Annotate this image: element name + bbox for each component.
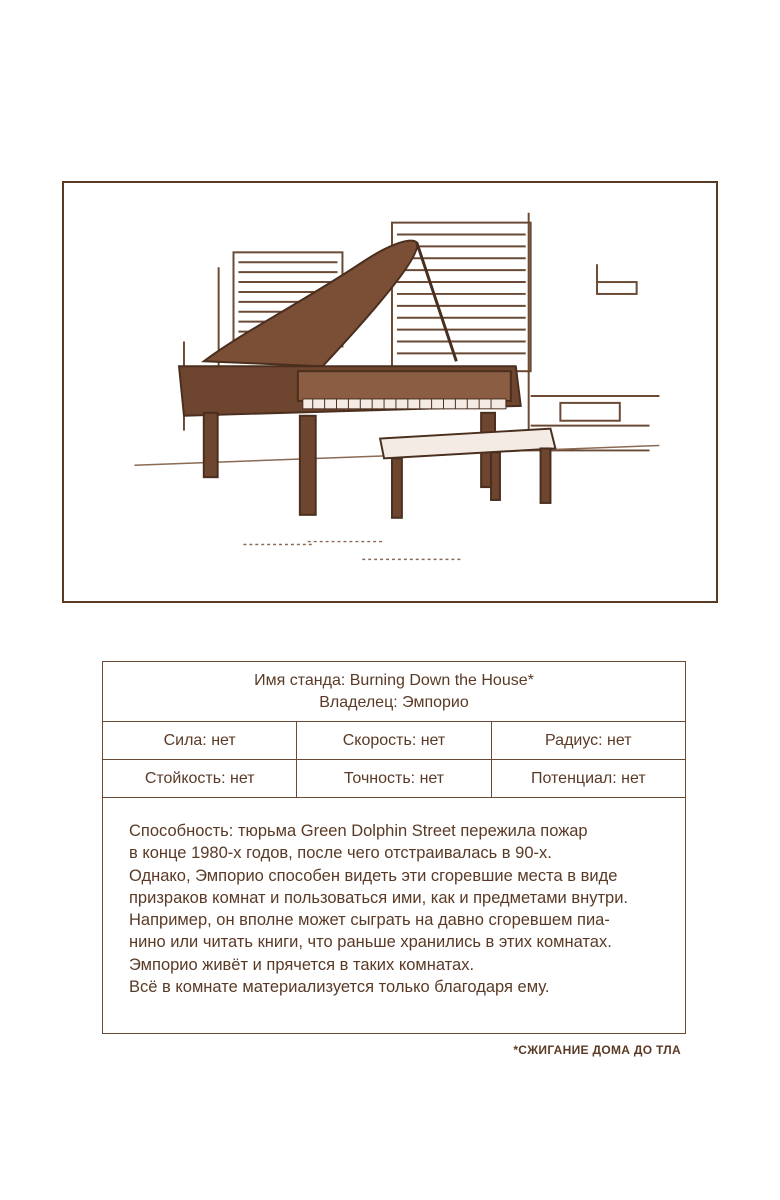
grand-piano-icon <box>64 183 716 601</box>
stand-stat-card <box>102 661 686 1034</box>
footnote: *СЖИГАНИЕ ДОМА ДО ТЛА <box>513 1043 681 1057</box>
stat-power: Сила: нет <box>103 722 297 759</box>
stat-potential: Потенциал: нет <box>530 769 646 787</box>
stat-speed: Скорость: нет <box>297 722 491 759</box>
ability-line: Эмпорио живёт и прячется в таких комнатах. <box>129 955 475 974</box>
ability-description <box>103 798 685 998</box>
ability-line: Например, он вполне может сыграть на давно сгоревшем пиа- <box>129 911 610 930</box>
ability-line: призраков комнат и пользоваться ими, как и предметами внутри. <box>129 888 629 907</box>
stat-durability: Стойкость: нет <box>103 760 297 797</box>
stand-name: Имя станда: Burning Down the House* <box>254 671 534 689</box>
ability-line: в конце 1980-х годов, после чего отстраивалась в 90-х. <box>129 844 552 863</box>
piano-illustration-panel <box>62 181 718 603</box>
ability-line: Однако, Эмпорио способен видеть эти сгоревшие места в виде <box>129 866 618 885</box>
ability-line: Всё в комнате материализуется только благодаря ему. <box>129 978 550 997</box>
stats-row-1 <box>103 722 685 760</box>
stat-range: Радиус: нет <box>545 731 632 749</box>
stand-owner: Владелец: Эмпорио <box>319 693 469 711</box>
stat-precision: Точность: нет <box>297 760 491 797</box>
stats-row-2 <box>103 760 685 798</box>
ability-line: Способность: тюрьма Green Dolphin Street пережила пожар <box>129 822 588 840</box>
ability-line: нино или читать книги, что раньше хранились в этих комнатах. <box>129 933 612 952</box>
stand-header-row <box>103 662 685 722</box>
